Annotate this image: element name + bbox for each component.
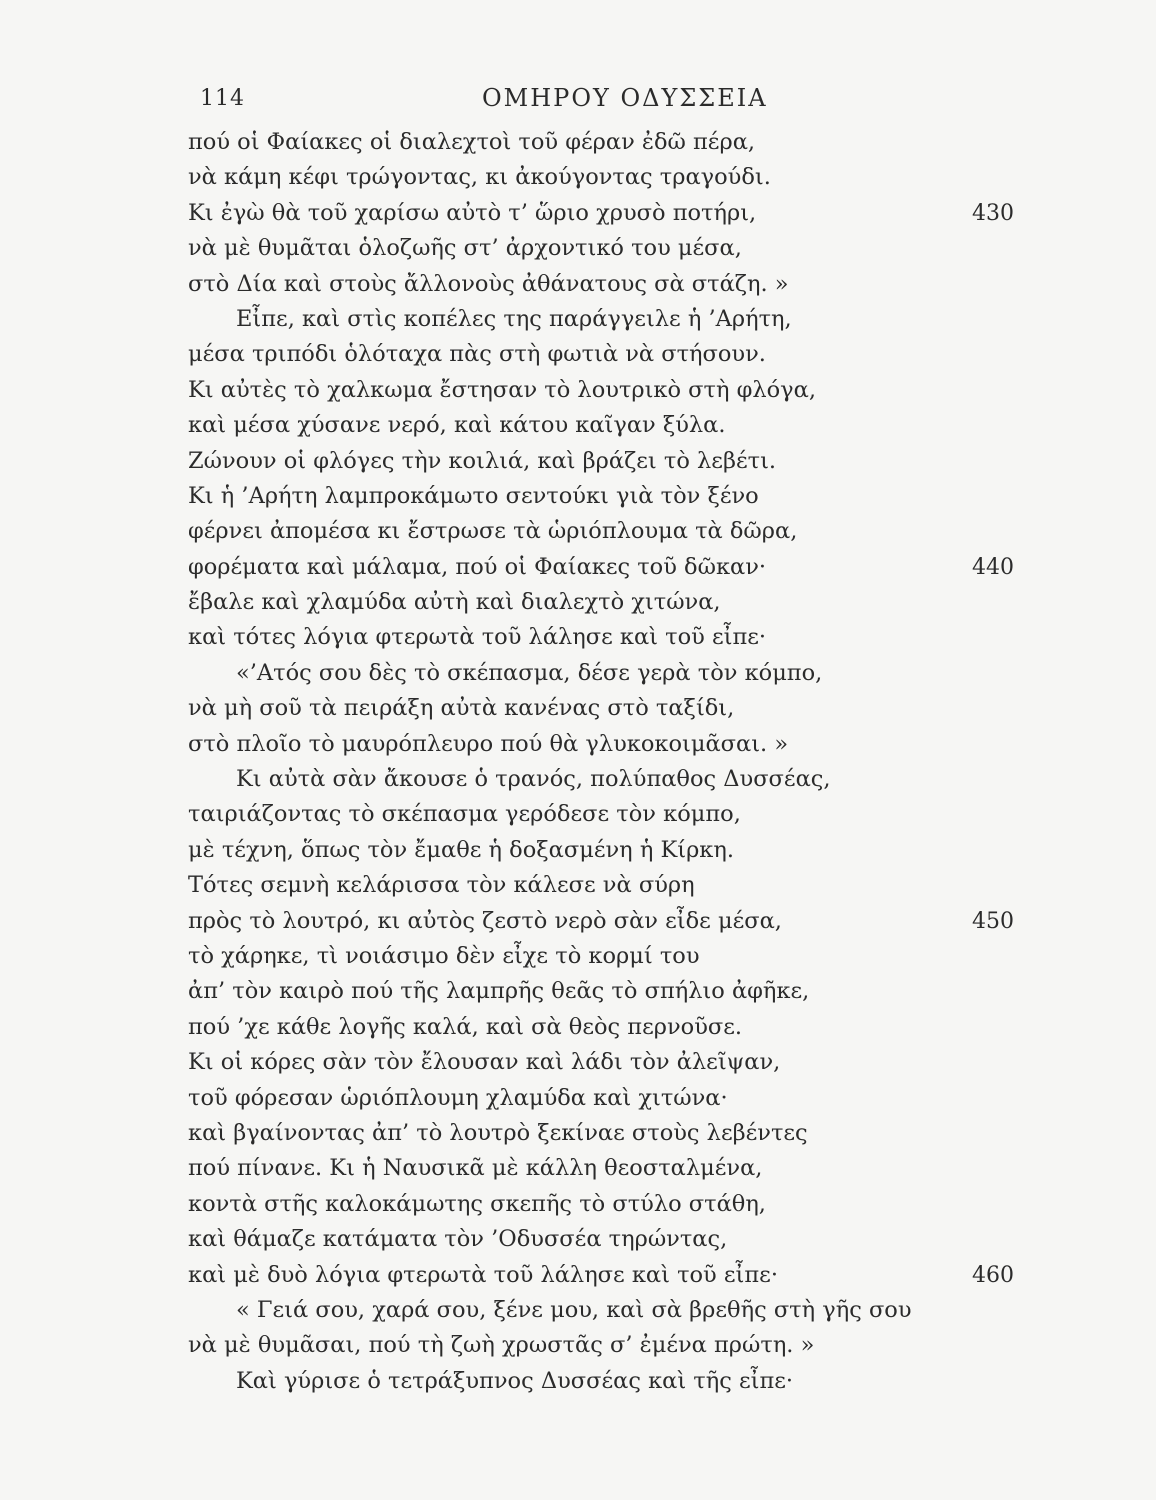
- verse-text: καὶ μέσα χύσανε νερό, καὶ κάτου καῖγαν ξύλα.: [188, 412, 726, 439]
- verse-line: [188, 160, 1088, 195]
- verse-text: « Γειά σου, χαρά σου, ξένε μου, καὶ σὰ βρεθῆς στὴ γῆς σου: [236, 1296, 912, 1323]
- verse-text: μὲ τέχνη, ὅπως τὸν ἔμαθε ἡ δοξασμένη ἡ Κίρκη.: [188, 836, 734, 863]
- verse-line: [188, 833, 1088, 868]
- line-number: 460: [972, 1262, 1014, 1288]
- verse-text: Ζώνουν οἱ φλόγες τὴν κοιλιά, καὶ βράζει τὸ λεβέτι.: [188, 447, 777, 474]
- verse-text: Κι αὐτὲς τὸ χαλκωμα ἔστησαν τὸ λουτρικὸ στὴ φλόγα,: [188, 376, 816, 403]
- verse-line: [188, 373, 1088, 408]
- verse-text: νὰ μὴ σοῦ τὰ πειράξη αὐτὰ κανένας στὸ ταξίδι,: [188, 695, 735, 722]
- verse-text: καὶ βγαίνοντας ἀπ’ τὸ λουτρὸ ξεκίναε στοὺς λεβέντες: [188, 1119, 808, 1146]
- verse-line: [188, 691, 1088, 726]
- page-number: 114: [200, 86, 245, 111]
- line-number: 450: [972, 908, 1014, 934]
- verse-line: [188, 1293, 1088, 1328]
- verse-text: πρὸς τὸ λουτρό, κι αὐτὸς ζεστὸ νερὸ σὰν εἶδε μέσα,: [188, 907, 782, 934]
- verse-text: Κι ἐγὼ θὰ τοῦ χαρίσω αὐτὸ τ’ ὥριο χρυσὸ ποτήρι,: [188, 199, 757, 226]
- verse-text: καὶ μὲ δυὸ λόγια φτερωτὰ τοῦ λάλησε καὶ τοῦ εἶπε·: [188, 1261, 778, 1288]
- verse-line: [188, 337, 1088, 372]
- verse-text: κοντὰ στῆς καλοκάμωτης σκεπῆς τὸ στύλο στάθη,: [188, 1190, 766, 1217]
- verse-line: [188, 1222, 1088, 1257]
- verse-line: [188, 408, 1088, 443]
- verse-line: [188, 868, 1088, 903]
- verse-text: πού ’χε κάθε λογῆς καλά, καὶ σὰ θεὸς περνοῦσε.: [188, 1013, 743, 1040]
- verse-text: Τότες σεμνὴ κελάρισσα τὸν κάλεσε νὰ σύρη: [188, 872, 695, 899]
- verse-text: ἀπ’ τὸν καιρὸ πού τῆς λαμπρῆς θεᾶς τὸ σπήλιο ἀφῆκε,: [188, 978, 810, 1005]
- verse-line: [188, 1258, 1088, 1293]
- verse-line: [188, 585, 1088, 620]
- verse-line: [188, 727, 1088, 762]
- verse-text: Κι ἡ ’Αρήτη λαμπροκάμωτο σεντούκι γιὰ τὸν ξένο: [188, 482, 759, 509]
- verse-text: νὰ μὲ θυμᾶσαι, πού τὴ ζωὴ χρωστᾶς σ’ ἐμένα πρώτη. »: [188, 1332, 815, 1359]
- verse-line: [188, 1151, 1088, 1186]
- verse-text: στὸ πλοῖο τὸ μαυρόπλευρο πού θὰ γλυκοκοιμᾶσαι. »: [188, 730, 789, 757]
- verse-line: [188, 267, 1088, 302]
- line-number: 440: [972, 554, 1014, 580]
- verse-text: νὰ κάμη κέφι τρώγοντας, κι ἀκούγοντας τραγούδι.: [188, 164, 771, 191]
- verse-text: «’Ατός σου δὲς τὸ σκέπασμα, δέσε γερὰ τὸν κόμπο,: [236, 659, 823, 686]
- verse-line: [188, 974, 1088, 1009]
- verse-text: Εἶπε, καὶ στὶς κοπέλες της παράγγειλε ἡ ’Αρήτη,: [236, 305, 792, 332]
- verse-text: τὸ χάρηκε, τὶ νοιάσιμο δὲν εἶχε τὸ κορμί του: [188, 942, 700, 969]
- verse-text: ταιριάζοντας τὸ σκέπασμα γερόδεσε τὸν κόμπο,: [188, 801, 741, 828]
- verse-line: [188, 762, 1088, 797]
- verse-line: [188, 1364, 1088, 1399]
- verse-line: [188, 620, 1088, 655]
- running-title: ΟΜΗΡΟΥ ΟΔΥΣΣΕΙΑ: [482, 84, 768, 112]
- verse-text: Κι αὐτὰ σὰν ἄκουσε ὁ τρανός, πολύπαθος Δυσσέας,: [236, 766, 831, 793]
- verse-text: στὸ Δία καὶ στοὺς ἄλλονοὺς ἀθάνατους σὰ στάζη. »: [188, 270, 789, 297]
- verse-text: πού οἱ Φαίακες οἱ διαλεχτοὶ τοῦ φέραν ἐδῶ πέρα,: [188, 129, 756, 155]
- verse-text: μέσα τριπόδι ὁλόταχα πὰς στὴ φωτιὰ νὰ στήσουν.: [188, 341, 766, 368]
- verse-line: [188, 231, 1088, 266]
- verse-text: φέρνει ἀπομέσα κι ἔστρωσε τὰ ὡριόπλουμα τὰ δῶρα,: [188, 518, 798, 545]
- verse-text: Κι οἱ κόρες σὰν τὸν ἔλουσαν καὶ λάδι τὸν ἀλεῖψαν,: [188, 1049, 781, 1076]
- verse-text: καὶ θάμαζε κατάματα τὸν ’Οδυσσέα τηρώντας,: [188, 1226, 728, 1253]
- verse-line: [188, 1116, 1088, 1151]
- verse-text: ἔβαλε καὶ χλαμύδα αὐτὴ καὶ διαλεχτὸ χιτώνα,: [188, 589, 721, 616]
- verse-text: καὶ τότες λόγια φτερωτὰ τοῦ λάλησε καὶ τοῦ εἶπε·: [188, 624, 767, 651]
- verse-line: [188, 1187, 1088, 1222]
- verse-line: [188, 904, 1088, 939]
- verse-line: [188, 1010, 1088, 1045]
- verse-block: [188, 125, 1088, 1399]
- verse-line: [188, 1328, 1088, 1363]
- verse-line: [188, 302, 1088, 337]
- verse-line: [188, 125, 1088, 160]
- verse-line: [188, 797, 1088, 832]
- verse-text: πού πίνανε. Κι ἡ Ναυσικᾶ μὲ κάλλη θεοσταλμένα,: [188, 1155, 763, 1182]
- verse-line: [188, 939, 1088, 974]
- line-number: 430: [972, 200, 1014, 226]
- verse-text: Καὶ γύρισε ὁ τετράξυπνος Δυσσέας καὶ τῆς εἶπε·: [236, 1367, 794, 1394]
- verse-text: νὰ μὲ θυμᾶται ὁλοζωῆς στ’ ἀρχοντικό του μέσα,: [188, 235, 742, 262]
- verse-line: [188, 1081, 1088, 1116]
- verse-line: [188, 514, 1088, 549]
- verse-line: [188, 1045, 1088, 1080]
- verse-text: τοῦ φόρεσαν ὡριόπλουμη χλαμύδα καὶ χιτώνα·: [188, 1084, 728, 1111]
- verse-line: [188, 196, 1088, 231]
- verse-line: [188, 444, 1088, 479]
- verse-text: φορέματα καὶ μάλαμα, πού οἱ Φαίακες τοῦ δῶκαν·: [188, 553, 767, 580]
- verse-line: [188, 479, 1088, 514]
- verse-line: [188, 656, 1088, 691]
- verse-line: [188, 550, 1088, 585]
